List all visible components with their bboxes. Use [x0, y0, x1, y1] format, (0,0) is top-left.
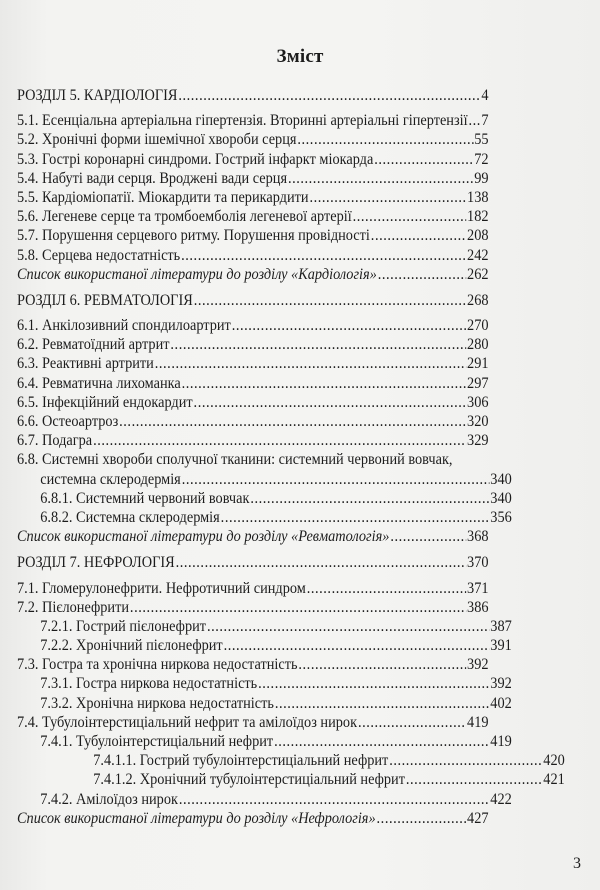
- dot-leader: [221, 508, 490, 527]
- toc-references-entry: [17, 527, 489, 546]
- toc-entry-label: 6.7. Подагра: [17, 432, 93, 450]
- dot-leader: [182, 470, 490, 489]
- toc-entry: [17, 617, 512, 636]
- toc-entry: [17, 169, 489, 188]
- toc-entry: [17, 412, 489, 431]
- toc-entry-page: 421: [543, 771, 565, 789]
- toc-entry-label: 5.6. Легеневе серце та тромбоемболія легеневої артерії: [17, 208, 352, 226]
- dot-leader: [130, 598, 466, 617]
- toc-entry-page: 386: [467, 598, 489, 616]
- toc-entry: [17, 598, 489, 617]
- toc-entry-page: 182: [467, 208, 489, 226]
- toc-entry: [17, 450, 489, 469]
- dot-leader: [307, 579, 466, 598]
- dot-leader: [250, 489, 489, 508]
- toc-entry-label: 5.5. Кардіоміопатії. Міокардити та перикардити: [17, 188, 309, 206]
- dot-leader: [377, 809, 467, 828]
- toc-entry-page: 422: [490, 790, 512, 808]
- toc-entry-page: 340: [490, 470, 512, 488]
- toc-entry-page: 427: [467, 809, 489, 827]
- dot-leader: [258, 674, 489, 693]
- toc-entry-label: Список використаної літератури до розділу «Нефрологія»: [17, 809, 376, 827]
- toc-entry: [17, 111, 489, 130]
- toc-entry-page: 268: [467, 291, 489, 309]
- toc-entry-label: 7.4.1.1. Гострий тубулоінтерстиціальний нефрит: [93, 752, 389, 770]
- toc-entry: [17, 130, 489, 149]
- dot-leader: [374, 150, 473, 169]
- toc-entry: [17, 431, 489, 450]
- toc-entry-page: 138: [467, 188, 489, 206]
- toc-entry: [17, 790, 512, 809]
- dot-leader: [194, 291, 466, 310]
- toc-entry-page: 370: [467, 554, 489, 572]
- toc-entry: [17, 770, 565, 789]
- page-number: 3: [573, 855, 581, 872]
- dot-leader: [232, 316, 466, 335]
- toc-entry: [17, 694, 512, 713]
- toc-entry-page: 4: [481, 87, 489, 104]
- toc-entry: [17, 470, 512, 489]
- toc-entry-page: 329: [467, 432, 489, 450]
- toc-entry: [17, 636, 512, 655]
- toc-chapter-entry: [17, 86, 489, 105]
- dot-leader: [406, 770, 542, 789]
- toc-entry: [17, 732, 512, 751]
- toc-entry: [17, 655, 489, 674]
- page-title: Зміст: [276, 46, 324, 67]
- dot-leader: [119, 412, 466, 431]
- toc-entry-page: 387: [490, 617, 512, 635]
- toc-chapter-entry: [17, 291, 489, 310]
- toc-entry-label: 7.3. Гостра та хронічна ниркова недостатність: [17, 656, 298, 674]
- toc-entry-label: 5.7. Порушення серцевого ритму. Порушення провідності: [17, 227, 370, 245]
- toc-entry-label: 7.2. Пієлонефрити: [17, 598, 130, 616]
- toc-entry-label: 7.3.1. Гостра ниркова недостатність: [40, 675, 258, 693]
- dot-leader: [275, 694, 490, 713]
- toc-entry-page: 242: [467, 246, 489, 264]
- toc-entry-label: системна склеродермія: [40, 470, 181, 488]
- toc-entry-label: 7.4.1.2. Хронічний тубулоінтерстиціальний нефрит: [93, 771, 405, 789]
- toc-entry: [17, 246, 489, 265]
- toc-entry-page: 306: [467, 393, 489, 411]
- toc-entry-page: 55: [474, 131, 489, 149]
- dot-leader: [378, 265, 466, 284]
- dot-leader: [298, 655, 466, 674]
- dot-leader: [170, 335, 466, 354]
- toc-entry: [17, 226, 489, 245]
- toc-entry-page: 320: [467, 413, 489, 430]
- toc-entry-label: РОЗДІЛ 5. КАРДІОЛОГІЯ: [17, 87, 178, 104]
- toc-entry: [17, 489, 512, 508]
- dot-leader: [155, 354, 466, 373]
- toc-entry-label: 7.3.2. Хронічна ниркова недостатність: [40, 694, 274, 712]
- toc-entry-label: 6.1. Анкілозивний спондилоартрит: [17, 317, 231, 335]
- toc-entry-page: 280: [467, 336, 489, 354]
- dot-leader: [207, 617, 489, 636]
- toc-entry-page: 419: [467, 713, 489, 731]
- toc-entry-page: 297: [467, 374, 489, 392]
- toc-entry-label: 6.8.2. Системна склеродермія: [40, 508, 220, 526]
- dot-leader: [181, 246, 466, 265]
- dot-leader: [390, 527, 466, 546]
- toc-entry: [17, 188, 489, 207]
- toc-entry-label: 6.2. Ревматоїдний артрит: [17, 336, 170, 354]
- toc-entry-label: 5.3. Гострі коронарні синдроми. Гострий інфаркт міокарда: [17, 150, 374, 168]
- toc-entry-page: 402: [490, 694, 512, 712]
- dot-leader: [469, 111, 481, 130]
- toc-entry-page: 7: [481, 112, 489, 130]
- toc-entry-label: Список використаної літератури до розділу «Ревматологія»: [17, 528, 390, 546]
- toc-entry-page: 368: [467, 528, 489, 546]
- toc-entry: [17, 150, 489, 169]
- toc-entry-label: Список використаної літератури до розділу «Кардіологія»: [17, 265, 377, 283]
- toc-entry-page: 208: [467, 227, 489, 245]
- dot-leader: [274, 732, 489, 751]
- toc-references-entry: [17, 809, 489, 828]
- toc-entry-page: 392: [490, 675, 512, 693]
- toc-entry-label: 5.8. Серцева недостатність: [17, 246, 181, 264]
- dot-leader: [371, 226, 466, 245]
- toc-entry-page: 392: [467, 656, 489, 674]
- dot-leader: [182, 374, 466, 393]
- toc-entry: [17, 751, 565, 770]
- toc-entry-label: 7.4.1. Тубулоінтерстиціальний нефрит: [40, 733, 274, 750]
- toc-entry-page: 262: [467, 265, 489, 283]
- toc-entry-label: 5.1. Есенціальна артеріальна гіпертензія. Вторинні артеріальні гіпертензії: [17, 112, 468, 130]
- dot-leader: [309, 188, 466, 207]
- toc-entry-label: 5.2. Хронічні форми ішемічної хвороби серця: [17, 131, 297, 149]
- toc-entry-label: РОЗДІЛ 7. НЕФРОЛОГІЯ: [17, 554, 175, 572]
- dot-leader: [176, 553, 466, 572]
- toc-entry-label: 6.8. Системні хвороби сполучної тканини: системний червоний вовчак,: [17, 451, 453, 469]
- toc-entry: [17, 316, 489, 335]
- toc-entry-label: 5.4. Набуті вади серця. Вроджені вади серця: [17, 169, 288, 187]
- toc-entry-page: 356: [490, 508, 512, 526]
- toc-entry: [17, 374, 489, 393]
- toc-entry-page: 391: [490, 637, 512, 655]
- dot-leader: [297, 130, 473, 149]
- toc-entry-page: 72: [474, 150, 489, 168]
- toc-entry: [17, 207, 489, 226]
- toc-entry-label: 7.4. Тубулоінтерстиціальний нефрит та амілоїдоз нирок: [17, 713, 358, 731]
- toc-entry-label: 6.4. Ревматична лихоманка: [17, 374, 181, 392]
- toc-references-entry: [17, 265, 489, 284]
- toc-entry: [17, 713, 489, 732]
- toc-entry-page: 99: [474, 169, 489, 187]
- toc-entry-label: РОЗДІЛ 6. РЕВМАТОЛОГІЯ: [17, 291, 193, 309]
- toc-entry-label: 7.4.2. Амілоїдоз нирок: [40, 790, 178, 808]
- table-of-contents: [17, 86, 565, 828]
- dot-leader: [358, 713, 466, 732]
- dot-leader: [224, 636, 490, 655]
- toc-entry: [17, 579, 489, 598]
- dot-leader: [389, 751, 542, 770]
- toc-entry-label: 6.3. Реактивні артрити: [17, 355, 154, 373]
- dot-leader: [288, 169, 473, 188]
- dot-leader: [178, 86, 480, 105]
- toc-entry-label: 7.2.1. Гострий пієлонефрит: [40, 617, 207, 635]
- toc-entry-label: 7.1. Гломерулонефрити. Нефротичний синдром: [17, 579, 306, 597]
- toc-chapter-entry: [17, 553, 489, 572]
- toc-entry: [17, 354, 489, 373]
- toc-entry-page: 270: [467, 317, 489, 335]
- dot-leader: [93, 431, 466, 450]
- toc-entry-page: 419: [490, 733, 512, 750]
- toc-entry: [17, 335, 489, 354]
- dot-leader: [179, 790, 489, 809]
- toc-entry: [17, 674, 512, 693]
- dot-leader: [194, 393, 467, 412]
- toc-entry-label: 7.2.2. Хронічний пієлонефрит: [40, 637, 223, 655]
- toc-entry-label: 6.8.1. Системний червоний вовчак: [40, 489, 250, 507]
- toc-entry: [17, 393, 489, 412]
- toc-entry-page: 371: [467, 579, 489, 597]
- toc-entry-page: 420: [543, 752, 565, 770]
- toc-entry-page: 340: [490, 489, 512, 507]
- toc-entry: [17, 508, 512, 527]
- toc-entry-label: 6.5. Інфекційний ендокардит: [17, 393, 193, 411]
- toc-entry-page: 291: [467, 355, 489, 373]
- toc-entry-label: 6.6. Остеоартроз: [17, 413, 119, 430]
- dot-leader: [353, 207, 466, 226]
